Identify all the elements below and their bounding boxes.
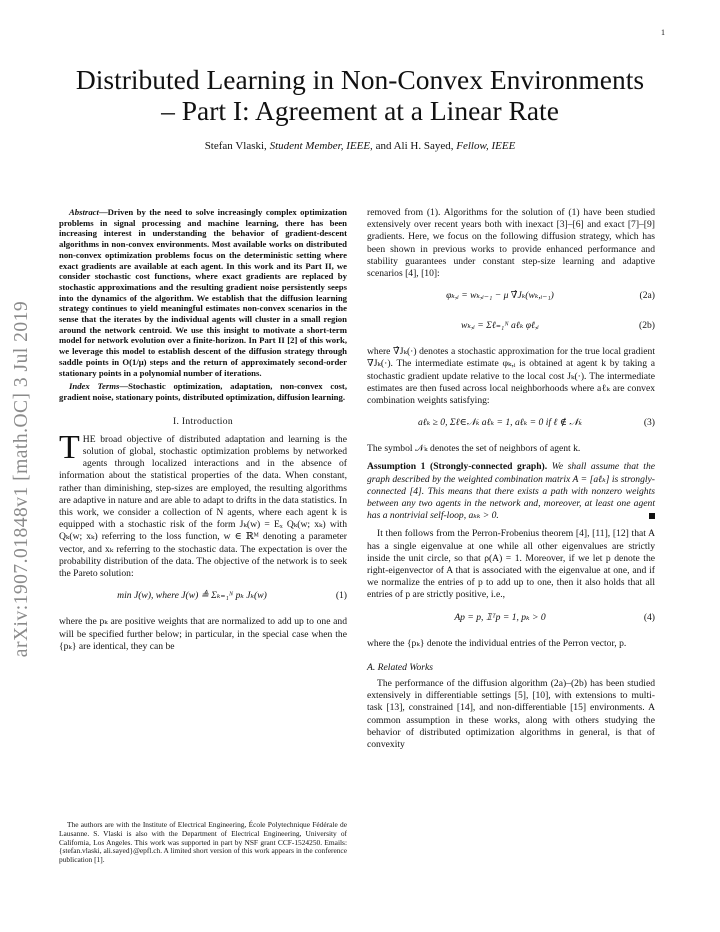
author-1: Stefan Vlaski, [204, 140, 270, 152]
arxiv-stamp: arXiv:1907.01848v1 [math.OC] 3 Jul 2019 [11, 300, 32, 658]
equation-2b-body: wₖ,ᵢ = Σℓ₌₁ᴺ aℓₖ φℓ,ᵢ [461, 320, 539, 332]
assumption-1 [367, 461, 655, 522]
assumption-1-text: We shall assume that the graph described by the weighted combination matrix A = [aℓₖ] is strongly-connected [4]. This means that there exists a path with nonzero weights between any two agents in the network and, moreover, at least one agent has a nontrivial self-loop, aₖₖ > 0. [367, 461, 655, 522]
right-paragraph-4: It then follows from the Perron-Frobenius theorem [4], [11], [12] that A has a single eigenvalue at one while all other eigenvalues are strictly inside the unit circle, so that ρ(A) = 1. Moreover, if we let p denote the right-eigenvector of A that is associated with the eigenvalue at one, and if we normalize the entries of p to add up to one, then it also holds that all entries of p are strictly positive, i.e., [367, 528, 655, 601]
page-number: 1 [661, 28, 665, 37]
right-paragraph-1: removed from (1). Algorithms for the solution of (1) have been studied extensively over recent years both with inexact [3]–[6] and exact [7]–[9] gradients. Here, we focus on the following diffusion strategy, which has been shown in previous works to provide enhanced performance and stability guarantees under constant step-size learning and adaptive scenarios [4], [10]: [367, 207, 655, 280]
title-line-1: Distributed Learning in Non-Convex Environments [75, 64, 645, 95]
right-paragraph-3: The symbol 𝒩ₖ denotes the set of neighbors of agent k. [367, 443, 581, 455]
index-terms [59, 381, 347, 402]
author-line [40, 140, 680, 152]
equation-1-body: min J(w), where J(w) ≜ Σₖ₌₁ᴺ pₖ Jₖ(w) [117, 590, 267, 602]
equation-4 [367, 608, 655, 632]
qed-square-icon [649, 513, 655, 519]
equation-3-number: (3) [643, 417, 655, 429]
equation-2b [367, 316, 655, 340]
right-paragraph-5: where the {pₖ} denote the individual entries of the Perron vector, p. [367, 637, 627, 649]
paper-title [40, 64, 680, 126]
footnote: The authors are with the Institute of Electrical Engineering, École Polytechnique Fédérale de Lausanne. S. Vlaski is also with the Department of Electrical Engineering, University of California, Los Angeles. This work was supported in part by NSF grant CCF-1524250. Emails:{stefan.vlaski, ali.sayed}@epfl.ch. A limited short version of this work appears in the conference publication [1]. [59, 820, 347, 865]
section-heading-introduction: I. Introduction [173, 415, 233, 427]
author-and: and Ali H. Sayed, [372, 140, 457, 152]
intro-paragraph-1 [59, 428, 347, 580]
abstract [59, 207, 347, 378]
equation-2b-number: (2b) [639, 320, 655, 332]
equation-1-number: (1) [335, 590, 347, 602]
right-paragraph-2: where ∇̂Jₖ(·) denotes a stochastic approximation for the true local gradient ∇Jₖ(·). The intermediate estimate φₖ,ᵢ is obtained at agent k by taking a stochastic gradient update relative to the local cost Jₖ(·). The intermediate estimates are then fused across local neighborhoods where aℓₖ are convex combination weights satisfying: [367, 346, 655, 407]
equation-4-body: Ap = p, 𝟙ᵀp = 1, pₖ > 0 [454, 611, 546, 623]
right-paragraph-6: The performance of the diffusion algorithm (2a)–(2b) has been studied extensively in differentiable settings [5], [10], with extensions to multi-task [13], constrained [14], and non-differentiable [15] environments. A common assumption in these works, along with others studying the behavior of distributed optimization algorithms in general, is that of convexity [367, 678, 655, 751]
equation-2a [367, 286, 655, 310]
left-column [59, 207, 347, 653]
title-line-2: – Part I: Agreement at a Linear Rate [161, 95, 559, 126]
equation-3 [367, 413, 655, 437]
equation-4-number: (4) [643, 611, 655, 623]
index-terms-label: Index Terms [69, 381, 120, 392]
drop-cap: T [59, 428, 80, 466]
equation-3-body: aℓₖ ≥ 0, Σℓ∈𝒩ₖ aℓₖ = 1, aℓₖ = 0 if ℓ ∉ 𝒩ₖ [417, 417, 583, 429]
abstract-label: Abstract [69, 207, 99, 217]
abstract-text: —Driven by the need to solve increasingly complex optimization problems in signal processing and machine learning, there has been increasing interest in understanding the behavior of gradient-descent algorithms in non-convex environments. Most available works on distributed non-convex optimization problems focus on the deterministic setting where exact gradients are available at each agent. In this work and its Part II, we consider stochastic cost functions, where exact gradients are replaced by stochastic approximations and the resulting gradient noise persistently seeps into the dynamics of the algorithm. We establish that the diffusion learning strategy continues to yield meaningful estimates non-convex scenarios in the sense that the iterates by the individual agents will cluster in a small region around the network centroid. We use this insight to motivate a short-term model for network evolution over a finite-horizon. In Part II [2] of this work, we leverage this model to establish descent of the diffusion strategy through saddle points in O(1/μ) steps and the return of approximately second-order stationary points in a polynomial number of iterations. [59, 207, 347, 378]
intro-text-1: HE broad objective of distributed adaptation and learning is the solution of global, stochastic optimization problems by networked agents through localized interactions and in the absence of information about the statistical properties of the data. When constant, rather than diminishing, step-sizes are employed, the resulting algorithms are adaptive in nature and are able to adapt to drifts in the data statistics. In this work, we consider a collection of N agents, where each agent k is equipped with a stochastic risk of the form Jₖ(w) = Eₓ Qₖ(w; xₖ) with Qₖ(w; xₖ) referring to the loss function, w ∈ ℝᴹ denoting a parameter vector, and xₖ referring to the stochastic data. The expectation is over the probability distribution of the data. The objective of the network is to seek the Pareto solution: [59, 433, 347, 580]
intro-paragraph-2: where the pₖ are positive weights that are normalized to add up to one and will be specified further below; in particular, in the special case when the {pₖ} are identical, they can be [59, 616, 347, 652]
equation-2a-number: (2a) [639, 290, 655, 302]
right-column [367, 207, 655, 751]
equation-2a-body: φₖ,ᵢ = wₖ,ᵢ₋₁ − μ ∇̂Jₖ(wₖ,ᵢ₋₁) [446, 290, 554, 302]
subsection-heading-related-works: A. Related Works [367, 661, 433, 673]
index-terms-text: —Stochastic optimization, adaptation, non-convex cost, gradient noise, stationary points, distributed optimization, diffusion learning. [59, 381, 347, 402]
equation-1 [59, 586, 347, 610]
author-1-role: Student Member, IEEE, [269, 140, 373, 152]
author-2-role: Fellow, IEEE [456, 140, 516, 152]
assumption-1-title: Assumption 1 (Strongly-connected graph). [367, 461, 548, 473]
